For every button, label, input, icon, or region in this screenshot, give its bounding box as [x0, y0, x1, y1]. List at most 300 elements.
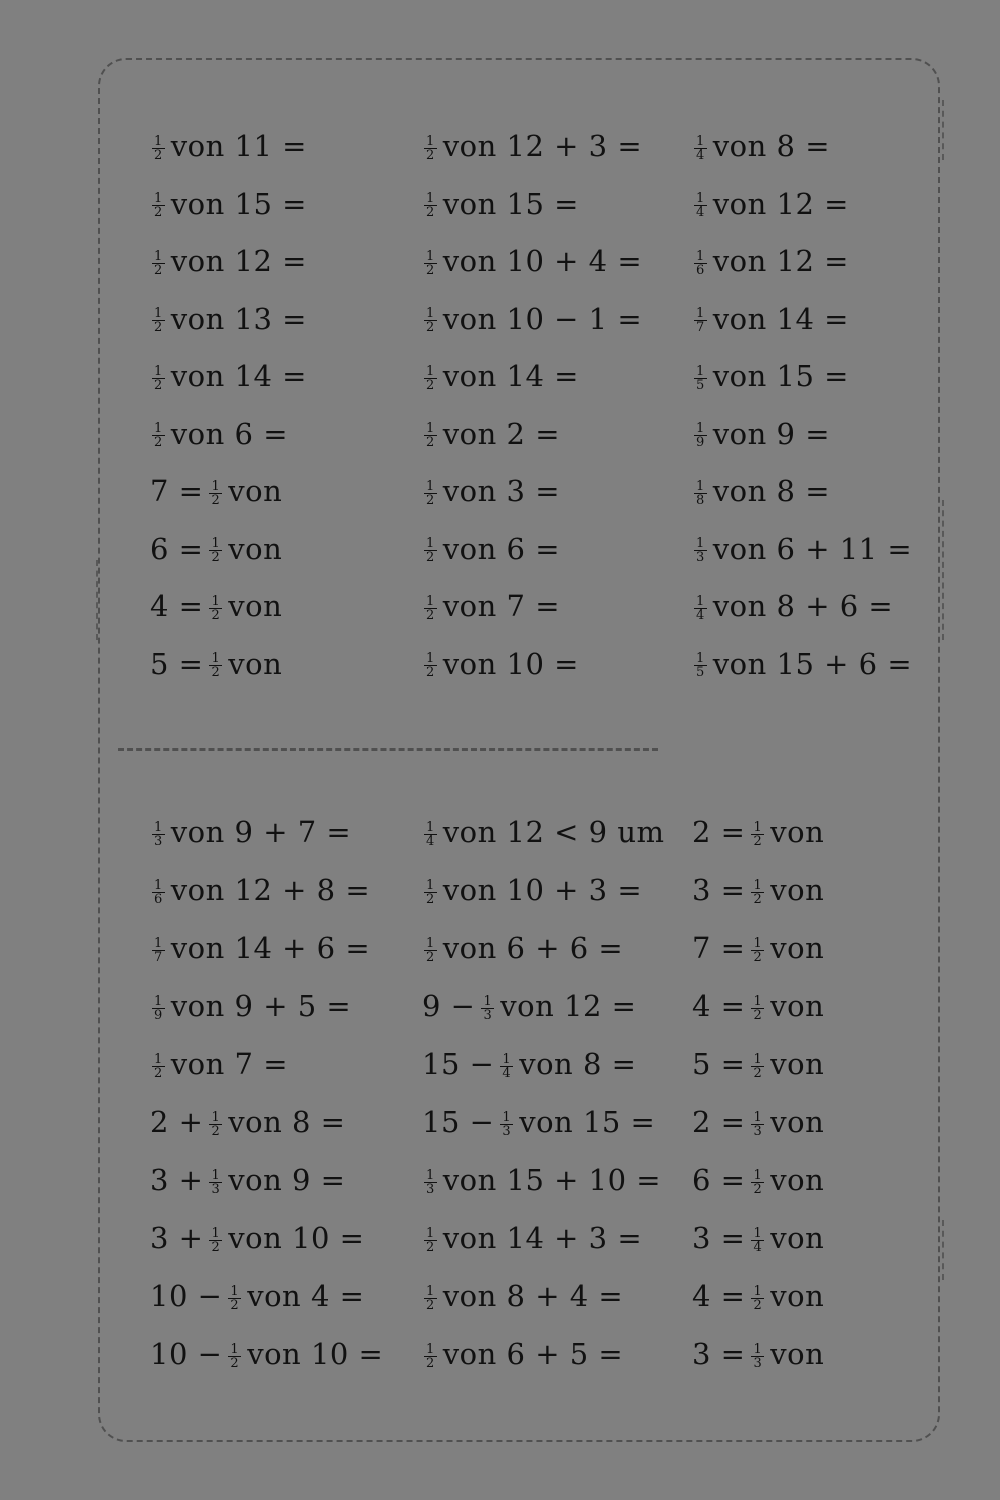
- fraction-denominator: 2: [154, 1065, 163, 1081]
- exercise-item: [692, 980, 824, 1032]
- fraction: [209, 480, 222, 507]
- exercise-item: [422, 1096, 655, 1148]
- exercise-text: von 15 =: [170, 186, 307, 221]
- fraction: [481, 995, 494, 1022]
- exercise-text: von: [770, 815, 825, 849]
- exercise-text: von 10 − 1 =: [442, 301, 643, 336]
- fraction: [424, 821, 437, 848]
- fraction: [424, 879, 437, 906]
- fraction: [500, 1053, 513, 1080]
- exercise-text: von 15 =: [712, 359, 849, 393]
- exercise-row: [0, 1096, 1000, 1148]
- fraction-denominator: 2: [426, 320, 435, 335]
- exercise-item: [150, 1038, 288, 1090]
- fraction-numerator: 1: [696, 593, 705, 609]
- fraction-denominator: 3: [696, 550, 705, 565]
- fraction-numerator: 1: [426, 593, 435, 609]
- fraction: [209, 1111, 222, 1138]
- fraction-denominator: 2: [753, 1297, 763, 1313]
- fraction-numerator: 1: [696, 651, 705, 666]
- fraction-numerator: 1: [502, 1051, 512, 1067]
- exercise-text: von 9 + 7 =: [170, 815, 352, 849]
- exercise-text: von 6 =: [442, 531, 560, 566]
- exercise-prefix: 7 =: [692, 931, 746, 965]
- fraction-denominator: 3: [154, 833, 163, 849]
- exercise-text: von 15 + 6 =: [712, 646, 913, 681]
- exercise-row: [0, 408, 1000, 460]
- exercise-row: [0, 1212, 1000, 1264]
- fraction-denominator: 2: [753, 833, 763, 849]
- fraction: [152, 821, 165, 848]
- exercise-item: [422, 1212, 642, 1264]
- fraction-denominator: 2: [426, 377, 435, 393]
- exercise-item: [150, 1212, 364, 1264]
- fraction: [694, 652, 707, 679]
- fraction-numerator: 1: [426, 1341, 435, 1357]
- exercise-item: [150, 1096, 345, 1148]
- fraction-numerator: 1: [154, 191, 163, 206]
- exercise-item: [692, 350, 849, 402]
- exercise-text: von 10 =: [442, 646, 579, 681]
- fraction-denominator: 2: [426, 1355, 435, 1371]
- exercise-text: von 8 =: [519, 1047, 637, 1081]
- exercise-row: [0, 350, 1000, 402]
- fraction: [694, 422, 707, 449]
- fraction-numerator: 1: [154, 1051, 163, 1067]
- fraction: [152, 937, 165, 964]
- fraction: [209, 537, 222, 564]
- fraction: [209, 595, 222, 622]
- fraction: [152, 365, 165, 392]
- fraction-denominator: 2: [211, 492, 221, 508]
- exercise-item: [422, 1038, 636, 1090]
- fraction-numerator: 1: [502, 1109, 512, 1125]
- exercise-item: [422, 638, 579, 690]
- exercise-prefix: 3 +: [150, 1221, 204, 1255]
- exercise-row: [0, 980, 1000, 1032]
- exercise-item: [150, 465, 282, 517]
- exercise-item: [150, 806, 351, 858]
- exercise-item: [150, 980, 351, 1032]
- exercise-item: [422, 1154, 661, 1206]
- fraction-denominator: 7: [154, 949, 163, 965]
- fraction: [694, 480, 707, 507]
- exercise-row: [0, 1328, 1000, 1380]
- exercise-item: [422, 235, 642, 287]
- fraction: [152, 192, 165, 219]
- fraction-numerator: 1: [211, 478, 221, 494]
- exercise-text: von 8 + 4 =: [442, 1279, 624, 1313]
- fraction: [500, 1111, 513, 1138]
- exercise-item: [692, 864, 824, 916]
- exercise-item: [150, 1154, 345, 1206]
- fraction-numerator: 1: [753, 877, 763, 893]
- exercise-row: [0, 638, 1000, 690]
- fraction-denominator: 2: [154, 262, 163, 278]
- fraction-numerator: 1: [154, 133, 163, 149]
- fraction-denominator: 2: [154, 147, 163, 163]
- fraction-denominator: 9: [696, 435, 705, 450]
- exercise-item: [422, 1328, 623, 1380]
- exercise-text: von 10 + 4 =: [442, 244, 643, 278]
- fraction-numerator: 1: [154, 248, 163, 264]
- exercise-text: von 12 < 9 um: [442, 815, 665, 849]
- fraction-numerator: 1: [154, 935, 163, 951]
- fraction-denominator: 3: [211, 1181, 221, 1197]
- fraction: [209, 652, 222, 679]
- fraction-numerator: 1: [426, 478, 435, 494]
- fraction-denominator: 2: [211, 1239, 221, 1255]
- fraction-numerator: 1: [426, 421, 435, 436]
- exercise-item: [692, 465, 830, 517]
- fraction-denominator: 2: [154, 435, 163, 450]
- fraction: [424, 652, 437, 679]
- fraction: [424, 595, 437, 622]
- fraction: [694, 365, 707, 392]
- fraction-numerator: 1: [211, 593, 221, 609]
- exercise-item: [150, 638, 282, 690]
- exercise-text: von: [228, 589, 283, 623]
- fraction-denominator: 2: [211, 550, 221, 565]
- exercise-item: [692, 523, 912, 575]
- fraction: [209, 1169, 222, 1196]
- fraction-numerator: 1: [426, 191, 435, 206]
- exercise-item: [692, 922, 824, 974]
- fraction: [209, 1227, 222, 1254]
- exercise-prefix: 4 =: [692, 989, 746, 1023]
- exercise-prefix: 4 =: [692, 1279, 746, 1313]
- fraction: [424, 480, 437, 507]
- fraction-numerator: 1: [426, 306, 435, 321]
- fraction-denominator: 2: [230, 1355, 240, 1371]
- exercise-item: [422, 922, 623, 974]
- exercise-text: von 14 =: [442, 359, 579, 393]
- fraction-numerator: 1: [426, 1167, 435, 1183]
- fraction-numerator: 1: [753, 819, 763, 835]
- fraction-denominator: 2: [753, 891, 763, 907]
- exercise-item: [150, 580, 282, 632]
- exercise-item: [692, 120, 830, 172]
- exercise-row: [0, 523, 1000, 575]
- fraction-numerator: 1: [154, 421, 163, 436]
- fraction: [152, 995, 165, 1022]
- fraction: [228, 1285, 241, 1312]
- exercise-text: von 8 + 6 =: [712, 589, 894, 623]
- exercise-text: von: [770, 989, 825, 1023]
- fraction-numerator: 1: [753, 993, 763, 1009]
- fraction-numerator: 1: [753, 935, 763, 951]
- exercise-item: [692, 293, 849, 345]
- fraction-denominator: 2: [753, 1065, 763, 1081]
- fraction-denominator: 4: [696, 205, 705, 220]
- exercise-text: von 15 + 10 =: [442, 1163, 662, 1197]
- exercise-prefix: 9 −: [422, 989, 476, 1023]
- fraction-numerator: 1: [154, 819, 163, 835]
- exercise-row: [0, 1038, 1000, 1090]
- exercise-item: [692, 235, 849, 287]
- exercise-item: [692, 178, 849, 230]
- fraction-denominator: 2: [426, 1239, 435, 1255]
- fraction-numerator: 1: [211, 651, 221, 666]
- exercise-text: von 12 =: [712, 186, 849, 221]
- fraction-numerator: 1: [426, 1225, 435, 1241]
- exercise-text: von 13 =: [170, 301, 307, 336]
- fraction-denominator: 4: [696, 607, 705, 623]
- fraction-numerator: 1: [696, 191, 705, 206]
- exercise-text: von 10 =: [247, 1337, 384, 1371]
- fraction: [694, 192, 707, 219]
- fraction-numerator: 1: [426, 651, 435, 666]
- exercise-item: [422, 178, 579, 230]
- exercise-text: von 9 + 5 =: [170, 989, 352, 1023]
- fraction: [424, 135, 437, 162]
- exercise-text: von 14 + 3 =: [442, 1221, 643, 1255]
- exercise-item: [150, 408, 288, 460]
- fraction-denominator: 2: [426, 262, 435, 278]
- fraction-denominator: 2: [426, 891, 435, 907]
- exercise-item: [422, 465, 560, 517]
- fraction: [751, 1169, 764, 1196]
- exercise-text: von 7 =: [442, 589, 560, 623]
- exercise-item: [692, 638, 912, 690]
- exercise-text: von 14 =: [170, 359, 307, 393]
- exercise-item: [692, 580, 893, 632]
- exercise-row: [0, 235, 1000, 287]
- exercise-item: [692, 1270, 824, 1322]
- exercise-text: von: [770, 1221, 825, 1255]
- fraction-numerator: 1: [753, 1051, 763, 1067]
- fraction: [751, 1227, 764, 1254]
- fraction: [424, 937, 437, 964]
- exercise-text: von 2 =: [442, 416, 560, 451]
- fraction-numerator: 1: [154, 877, 163, 893]
- exercise-prefix: 2 =: [692, 1105, 746, 1139]
- exercise-text: von 9 =: [712, 416, 830, 451]
- exercise-item: [692, 1328, 824, 1380]
- exercise-prefix: 5 =: [150, 646, 204, 681]
- exercise-item: [692, 806, 824, 858]
- exercise-item: [692, 408, 830, 460]
- fraction-numerator: 1: [696, 536, 705, 551]
- exercise-text: von 6 + 6 =: [442, 931, 624, 965]
- exercise-text: von 12 =: [170, 244, 307, 278]
- exercise-text: von 8 =: [712, 129, 830, 163]
- exercise-item: [422, 350, 579, 402]
- exercise-item: [422, 580, 560, 632]
- exercise-item: [150, 120, 307, 172]
- exercise-row: [0, 1154, 1000, 1206]
- exercise-text: von 6 + 11 =: [712, 531, 913, 566]
- exercise-prefix: 5 =: [692, 1047, 746, 1081]
- fraction-denominator: 2: [753, 1007, 763, 1023]
- fraction-denominator: 6: [696, 262, 705, 278]
- exercise-text: von 12 =: [500, 989, 637, 1023]
- exercise-prefix: 2 =: [692, 815, 746, 849]
- fraction: [694, 250, 707, 277]
- exercise-prefix: 7 =: [150, 474, 204, 508]
- fraction-denominator: 8: [696, 492, 705, 508]
- exercise-prefix: 2 +: [150, 1105, 204, 1139]
- fraction-denominator: 4: [696, 147, 705, 163]
- fraction-denominator: 2: [154, 205, 163, 220]
- exercise-text: von 7 =: [170, 1047, 288, 1081]
- exercise-prefix: 15 −: [422, 1105, 495, 1139]
- fraction-numerator: 1: [230, 1341, 240, 1357]
- exercise-text: von 15 =: [519, 1105, 656, 1139]
- fraction-denominator: 2: [211, 665, 221, 680]
- fraction-denominator: 2: [426, 665, 435, 680]
- fraction: [424, 422, 437, 449]
- exercise-item: [150, 864, 370, 916]
- exercise-item: [150, 293, 307, 345]
- fraction: [751, 1343, 764, 1370]
- exercise-item: [422, 806, 665, 858]
- fraction: [152, 135, 165, 162]
- fraction: [152, 879, 165, 906]
- fraction: [424, 365, 437, 392]
- fraction: [152, 307, 165, 334]
- exercise-item: [150, 1328, 383, 1380]
- fraction-numerator: 1: [211, 1109, 221, 1125]
- fraction-denominator: 6: [154, 891, 163, 907]
- fraction-denominator: 2: [426, 492, 435, 508]
- fraction-denominator: 4: [753, 1239, 763, 1255]
- exercise-prefix: 6 =: [692, 1163, 746, 1197]
- fraction: [424, 1285, 437, 1312]
- exercise-prefix: 3 =: [692, 873, 746, 907]
- fraction: [751, 1285, 764, 1312]
- fraction-denominator: 4: [426, 833, 435, 849]
- exercise-text: von 10 + 3 =: [442, 873, 643, 907]
- fraction-numerator: 1: [483, 993, 493, 1009]
- exercise-prefix: 6 =: [150, 531, 204, 566]
- exercise-item: [422, 864, 642, 916]
- fraction-numerator: 1: [696, 133, 705, 149]
- fraction: [694, 595, 707, 622]
- fraction-numerator: 1: [696, 306, 705, 321]
- exercise-text: von 15 =: [442, 186, 579, 221]
- exercise-text: von: [228, 474, 283, 508]
- exercise-item: [150, 350, 307, 402]
- fraction-numerator: 1: [753, 1225, 763, 1241]
- exercise-item: [150, 523, 282, 575]
- fraction: [424, 192, 437, 219]
- fraction-numerator: 1: [154, 306, 163, 321]
- fraction-denominator: 2: [211, 1123, 221, 1139]
- fraction-denominator: 2: [426, 1297, 435, 1313]
- fraction-denominator: 3: [483, 1007, 493, 1023]
- exercise-row: [0, 806, 1000, 858]
- exercise-item: [692, 1154, 824, 1206]
- exercise-row: [0, 178, 1000, 230]
- fraction-numerator: 1: [154, 993, 163, 1009]
- exercise-text: von: [770, 1163, 825, 1197]
- fraction-denominator: 2: [426, 550, 435, 565]
- fraction-denominator: 2: [154, 377, 163, 393]
- exercise-item: [422, 980, 636, 1032]
- exercise-prefix: 10 −: [150, 1337, 223, 1371]
- fraction: [751, 1053, 764, 1080]
- fraction-denominator: 2: [753, 949, 763, 965]
- fraction-numerator: 1: [230, 1283, 240, 1299]
- fraction-denominator: 4: [502, 1065, 512, 1081]
- exercise-text: von 14 =: [712, 301, 849, 336]
- fraction: [424, 250, 437, 277]
- fraction-denominator: 2: [426, 949, 435, 965]
- fraction-numerator: 1: [211, 1167, 221, 1183]
- fraction: [152, 1053, 165, 1080]
- exercise-row: [0, 293, 1000, 345]
- fraction: [694, 537, 707, 564]
- fraction-numerator: 1: [696, 248, 705, 264]
- exercise-row: [0, 922, 1000, 974]
- exercise-text: von 11 =: [170, 129, 307, 163]
- fraction: [751, 879, 764, 906]
- fraction: [228, 1343, 241, 1370]
- exercise-item: [692, 1038, 824, 1090]
- exercise-text: von 9 =: [228, 1163, 346, 1197]
- fraction-denominator: 3: [426, 1181, 435, 1197]
- exercise-text: von 6 =: [170, 416, 288, 451]
- exercise-text: von: [770, 1105, 825, 1139]
- fraction: [152, 250, 165, 277]
- fraction: [751, 995, 764, 1022]
- exercise-row: [0, 465, 1000, 517]
- fraction-denominator: 2: [426, 205, 435, 220]
- exercise-item: [692, 1212, 824, 1264]
- fraction: [424, 537, 437, 564]
- fraction-numerator: 1: [426, 248, 435, 264]
- exercise-item: [422, 523, 560, 575]
- exercise-item: [422, 293, 642, 345]
- exercise-item: [150, 1270, 364, 1322]
- exercise-item: [422, 1270, 623, 1322]
- exercise-prefix: 3 +: [150, 1163, 204, 1197]
- exercise-prefix: 15 −: [422, 1047, 495, 1081]
- exercise-text: von 6 + 5 =: [442, 1337, 624, 1371]
- exercise-prefix: 4 =: [150, 589, 204, 623]
- exercise-row: [0, 1270, 1000, 1322]
- exercise-item: [422, 120, 642, 172]
- fraction-denominator: 5: [696, 377, 705, 393]
- fraction-denominator: 2: [211, 607, 221, 623]
- fraction-denominator: 5: [696, 665, 705, 680]
- fraction-numerator: 1: [426, 363, 435, 379]
- exercise-item: [150, 235, 307, 287]
- fraction: [694, 307, 707, 334]
- fraction-denominator: 3: [753, 1355, 763, 1371]
- fraction-denominator: 2: [426, 607, 435, 623]
- exercise-item: [422, 408, 560, 460]
- exercise-text: von 14 + 6 =: [170, 931, 371, 965]
- fraction-denominator: 3: [753, 1123, 763, 1139]
- exercise-text: von 12 =: [712, 244, 849, 278]
- fraction-denominator: 7: [696, 320, 705, 335]
- exercise-text: von: [770, 1337, 825, 1371]
- fraction: [751, 1111, 764, 1138]
- fraction-denominator: 2: [426, 147, 435, 163]
- fraction-numerator: 1: [753, 1283, 763, 1299]
- fraction-numerator: 1: [696, 478, 705, 494]
- fraction-denominator: 2: [230, 1297, 240, 1313]
- fraction: [751, 937, 764, 964]
- exercise-text: von: [770, 1279, 825, 1313]
- fraction: [424, 1227, 437, 1254]
- fraction-numerator: 1: [211, 536, 221, 551]
- fraction-denominator: 9: [154, 1007, 163, 1023]
- fraction: [424, 307, 437, 334]
- fraction: [751, 821, 764, 848]
